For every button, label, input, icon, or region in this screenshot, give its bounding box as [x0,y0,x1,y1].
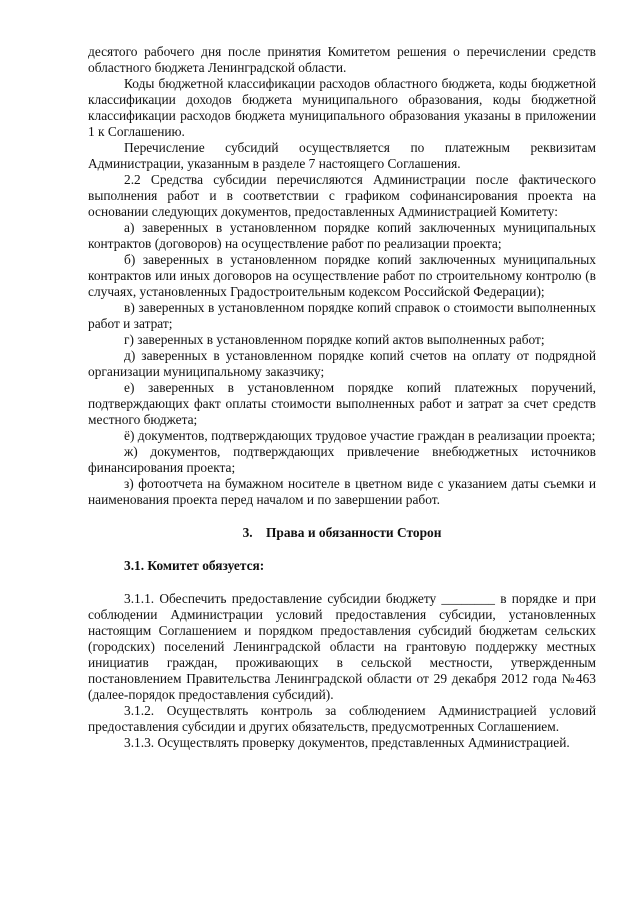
list-item-g: г) заверенных в установленном порядке копий актов выполненных работ; [124,332,545,347]
list-item-zh: ж) документов, подтверждающих привлечение внебюджетных источников финансирования проекта; [88,444,596,475]
paragraph-continuation: десятого рабочего дня после принятия Комитетом решения о перечислении средств областного бюджета Ленинградской области. [88,44,596,75]
clause-3-1-3: 3.1.3. Осуществлять проверку документов, представленных Администрацией. [124,735,570,750]
document-page [88,44,596,751]
paragraph-transfer-details: Перечисление субсидий осуществляется по платежным реквизитам Администрации, указанным в разделе 7 настоящего Соглашения. [88,140,596,171]
list-item-z: з) фотоотчета на бумажном носителе в цветном виде с указанием даты съемки и наименования проекта перед началом и по завершении работ. [88,476,596,507]
section-title: 3. Права и обязанности Сторон [242,525,442,540]
paragraph-budget-codes: Коды бюджетной классификации расходов областного бюджета, коды бюджетной классификации доходов бюджета муниципального образования, коды бюджетной классификации расходов бюджета муниципального образования указаны в приложении 1 к Соглашению. [88,76,596,139]
list-item-v: в) заверенных в установленном порядке копий справок о стоимости выполненных работ и затрат; [88,300,596,331]
clause-3-1-1: 3.1.1. Обеспечить предоставление субсидии бюджету ________ в порядке и при соблюдении Администрации условий предоставления субсидии, установленных настоящим Соглашением и порядком предоставления субсидий бюджетам сельских (городских) поселений Ленинградской области на грантовую поддержку местных инициатив граждан, проживающих в сельской местности, утвержденным постановлением Правительства Ленинградской области от 29 декабря 2012 года №463 (далее-порядок предоставления субсидий). [88,591,596,702]
subsection-title: 3.1. Комитет обязуется: [124,558,265,573]
clause-3-1-2: 3.1.2. Осуществлять контроль за соблюдением Администрацией условий предоставления субсидии и других обязательств, предусмотренных Соглашением. [88,703,596,734]
list-item-yo: ё) документов, подтверждающих трудовое участие граждан в реализации проекта; [124,428,596,443]
list-item-b: б) заверенных в установленном порядке копий заключенных муниципальных контрактов или иных договоров на осуществление работ по строительному контролю (в случаях, установленных Градостроительным кодексом Российской Федерации); [88,252,596,299]
list-item-d: д) заверенных в установленном порядке копий счетов на оплату от подрядной организации муниципальному заказчику; [88,348,596,379]
list-item-e: е) заверенных в установленном порядке копий платежных поручений, подтверждающих факт оплаты стоимости выполненных работ и затрат за счет средств местного бюджета; [88,380,596,427]
list-item-a: а) заверенных в установленном порядке копий заключенных муниципальных контрактов (договоров) на осуществление работ по реализации проекта; [88,220,596,251]
clause-2-2: 2.2 Средства субсидии перечисляются Администрации после фактического выполнения работ и в соответствии с графиком софинансирования проекта на основании следующих документов, предоставленных Администрацией Комитету: [88,172,596,219]
